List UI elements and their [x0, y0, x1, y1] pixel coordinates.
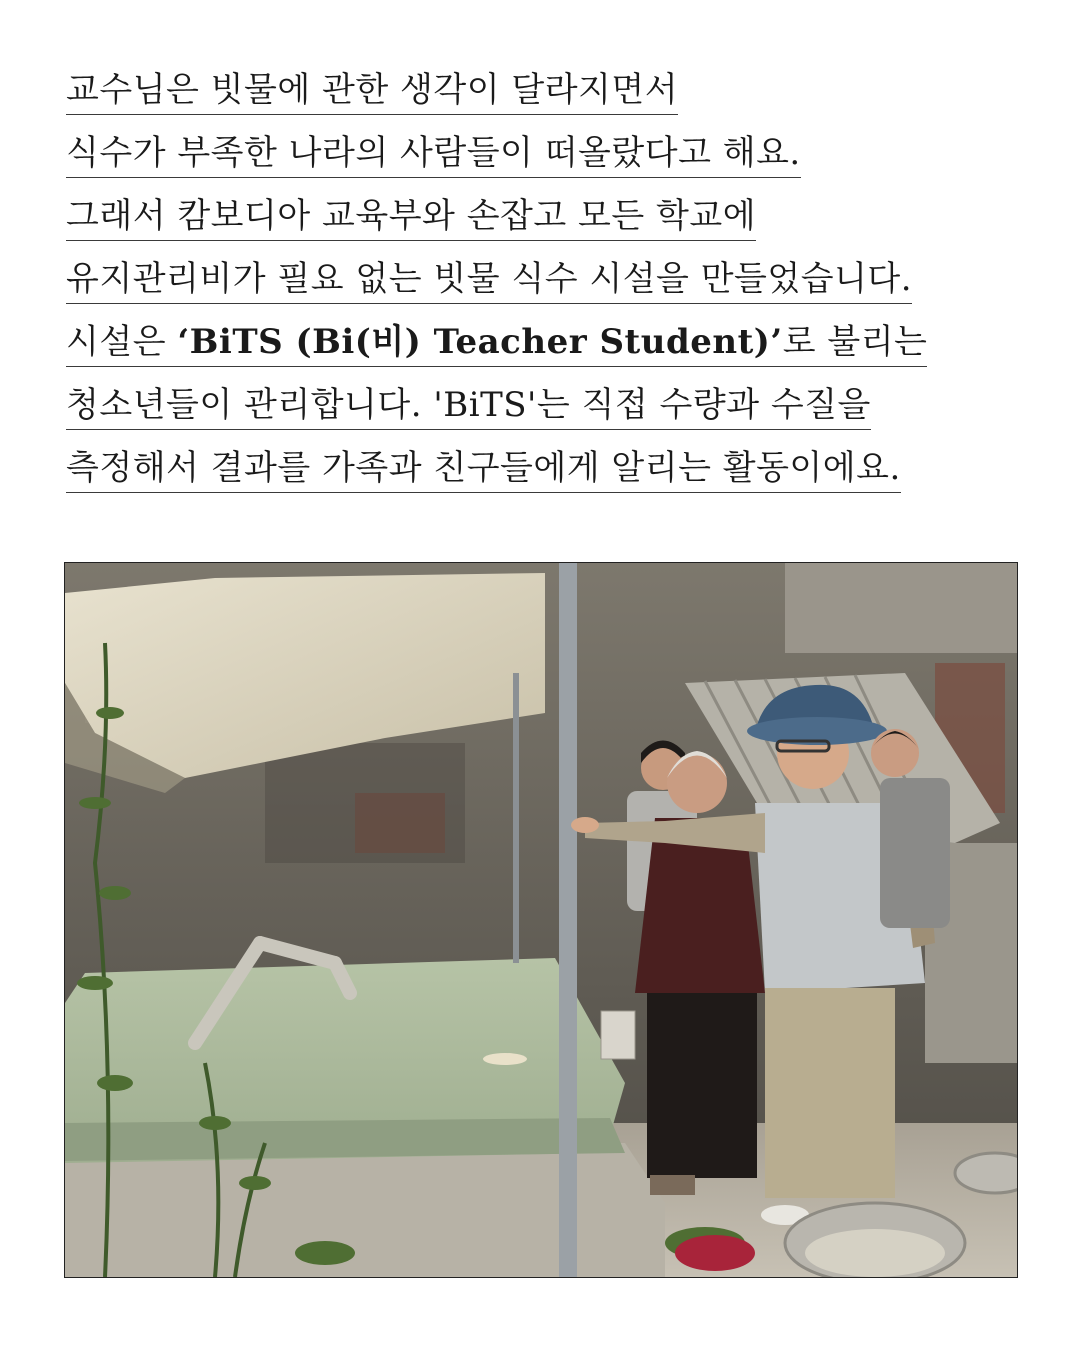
- text-line-4: [66, 259, 1026, 322]
- metal-pole-2: [513, 673, 519, 963]
- small-basin: [955, 1153, 1017, 1193]
- text-line-1-content: 교수님은 빗물에 관한 생각이 달라지면서: [66, 70, 678, 115]
- red-bag: [675, 1235, 755, 1271]
- bucket: [601, 1011, 635, 1059]
- text-line-3-content: 그래서 캄보디아 교육부와 손잡고 모든 학교에: [66, 196, 756, 241]
- metal-pole: [559, 563, 577, 1277]
- pointing-man-hand: [571, 817, 599, 833]
- article-text: [66, 70, 1026, 511]
- young-man-head: [871, 729, 919, 777]
- text-line-5-content: [66, 322, 927, 367]
- elderly-woman-head: [667, 753, 727, 813]
- text-line-3: [66, 196, 1026, 259]
- text-line-7: [66, 448, 1026, 511]
- sky-patch: [785, 563, 1017, 653]
- text-line-1: [66, 70, 1026, 133]
- bits-program-name: ‘BiTS (Bi(비) Teacher Student)’: [177, 322, 783, 362]
- text-line-5-pre: 시설은: [66, 322, 178, 362]
- pointing-man-pants: [765, 988, 895, 1198]
- text-line-7-content: 측정해서 결과를 가족과 친구들에게 알리는 활동이에요.: [66, 448, 901, 493]
- text-line-2: [66, 133, 1026, 196]
- photo-rainwater-tank: [64, 562, 1018, 1278]
- text-line-4-content: 유지관리비가 필요 없는 빗물 식수 시설을 만들었습니다.: [66, 259, 912, 304]
- elderly-woman-feet: [650, 1175, 695, 1195]
- text-line-5: [66, 322, 1026, 385]
- text-line-2-content: 식수가 부족한 나라의 사람들이 떠올랐다고 해요.: [66, 133, 801, 178]
- young-man-body: [880, 778, 950, 928]
- large-basin-water: [805, 1229, 945, 1277]
- text-line-6: [66, 385, 1026, 448]
- text-line-6-content: 청소년들이 관리합니다. 'BiTS'는 직접 수량과 수질을: [66, 385, 871, 430]
- text-line-5-post: 로 불리는: [782, 322, 928, 362]
- brush: [483, 1053, 527, 1065]
- wall-stain: [265, 743, 465, 863]
- photo-illustration: [65, 563, 1017, 1277]
- elderly-woman-pants: [647, 993, 757, 1178]
